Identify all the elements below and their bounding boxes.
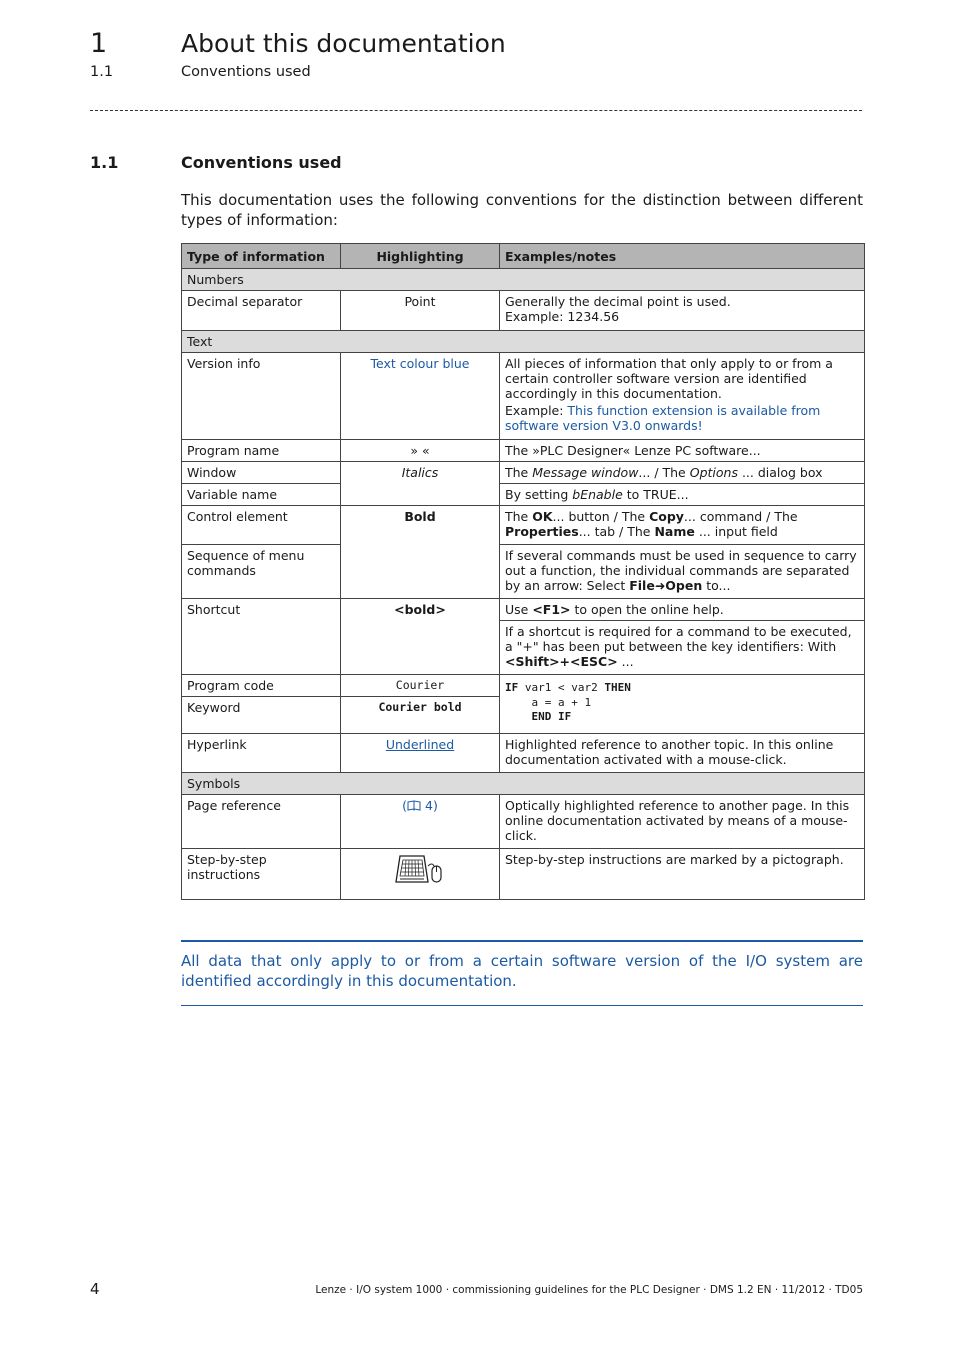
code-keyword: END IF: [505, 710, 572, 723]
table-row: [182, 734, 865, 773]
intro-paragraph: This documentation uses the following conventions for the distinction between different types of information:: [181, 191, 863, 229]
type-cell: Page reference: [182, 795, 341, 849]
note-bold: Open: [665, 578, 703, 593]
note-text: By setting: [505, 487, 573, 502]
code-block: [505, 681, 859, 725]
group-label: Symbols: [182, 773, 865, 795]
highlighting-cell: [341, 734, 500, 773]
note-italic: Options: [689, 465, 738, 480]
type-cell: Decimal separator: [182, 291, 341, 331]
table-header-row: [182, 244, 865, 269]
highlighting-cell: Text colour blue: [341, 353, 500, 440]
type-cell: Window: [182, 462, 341, 484]
note-text: ... / The: [638, 465, 690, 480]
bold-sample: <bold>: [394, 602, 446, 617]
type-cell: Step-by-step instructions: [182, 849, 341, 900]
chapter-number: 1: [90, 28, 108, 59]
table-row: [182, 291, 865, 331]
note-text: If a shortcut is required for a command to be executed, a "+" has been put between the key identifiers: With: [505, 624, 852, 654]
italic-sample: Italics: [401, 465, 439, 480]
note-cell: [500, 506, 865, 545]
code-example-cell: [500, 675, 865, 734]
type-cell: Keyword: [182, 697, 341, 734]
table-row: [182, 506, 865, 545]
hyperlink-sample[interactable]: Underlined: [385, 737, 455, 752]
note-text: If several commands must be used in sequence to carry out a function, the individual commands are separated by an arrow: Select: [505, 548, 857, 593]
chapter-title: About this documentation: [181, 29, 506, 58]
note-bold: Copy: [649, 509, 684, 524]
note-cell: The »PLC Designer« Lenze PC software...: [500, 440, 865, 462]
note-bold: Name: [654, 524, 695, 539]
code-text: var1 < var2: [518, 681, 605, 694]
column-header: Highlighting: [341, 244, 500, 269]
note-cell: Highlighted reference to another topic. In this online documentation activated with a mouse-click.: [500, 734, 865, 773]
note-text: to TRUE...: [622, 487, 689, 502]
note-text: ...: [617, 654, 634, 669]
highlighting-cell: Courier: [341, 675, 500, 697]
note-cell: [500, 545, 865, 599]
header-section-number: 1.1: [90, 64, 114, 80]
table-row: [182, 353, 865, 440]
section-number: 1.1: [90, 153, 119, 172]
page-number: 4: [90, 1280, 100, 1298]
note-text: Generally the decimal point is used.: [505, 294, 731, 309]
footer-text: Lenze · I/O system 1000 · commissioning guidelines for the PLC Designer · DMS 1.2 EN · 11/2012 · TD05: [315, 1284, 863, 1296]
note-example: [505, 403, 859, 436]
conventions-table: [181, 243, 865, 900]
group-label: Numbers: [182, 269, 865, 291]
page-ref-number: 4): [421, 798, 438, 813]
group-row-numbers: [182, 269, 865, 291]
highlighting-cell: [341, 506, 500, 599]
note-text: The: [505, 465, 533, 480]
note-text: The: [505, 509, 533, 524]
table-row: [182, 462, 865, 484]
table-row: [182, 675, 865, 697]
table-row: [182, 545, 865, 599]
header-divider: [90, 110, 862, 111]
type-cell: Variable name: [182, 484, 341, 506]
book-icon: [407, 800, 421, 811]
note-text: Example: 1234.56: [505, 309, 620, 324]
note-text: to...: [702, 578, 731, 593]
note-bold: <F1>: [532, 602, 571, 617]
note-text: ... button / The: [552, 509, 650, 524]
keyboard-mouse-icon: [394, 852, 446, 886]
note-bold: OK: [532, 509, 553, 524]
highlighting-cell: Point: [341, 291, 500, 331]
type-cell: Control element: [182, 506, 341, 545]
highlighting-cell[interactable]: [341, 795, 500, 849]
note-cell: [500, 484, 865, 506]
page-ref-open: (: [402, 798, 408, 813]
note-text: ... dialog box: [737, 465, 823, 480]
note-text: ... command / The: [683, 509, 798, 524]
arrow-icon: ➜: [654, 578, 666, 593]
note-top-rule: [181, 940, 863, 942]
highlighting-cell: Courier bold: [341, 697, 500, 734]
column-header: Examples/notes: [500, 244, 865, 269]
group-label: Text: [182, 331, 865, 353]
note-cell: [500, 599, 865, 621]
note-bold: File: [629, 578, 655, 593]
example-text: This function extension is available from software version V3.0 onwards!: [505, 403, 821, 433]
column-header: Type of information: [182, 244, 341, 269]
table-row: [182, 599, 865, 621]
section-title: Conventions used: [181, 153, 342, 172]
note-cell: [500, 291, 865, 331]
note-bold: Properties: [505, 524, 579, 539]
group-row-text: [182, 331, 865, 353]
highlighting-cell: [341, 462, 500, 506]
highlighting-cell: » «: [341, 440, 500, 462]
note-italic: bEnable: [572, 487, 623, 502]
note-italic: Message window: [532, 465, 639, 480]
type-cell: Hyperlink: [182, 734, 341, 773]
highlighting-cell: [341, 849, 500, 900]
type-cell: Version info: [182, 353, 341, 440]
code-keyword: IF: [505, 681, 519, 694]
note-text: to open the online help.: [570, 602, 724, 617]
code-keyword: THEN: [604, 681, 631, 694]
note-bold: <Shift>+<ESC>: [505, 654, 618, 669]
table-row: [182, 484, 865, 506]
table-row: [182, 795, 865, 849]
table-row: [182, 849, 865, 900]
group-row-symbols: [182, 773, 865, 795]
header-section-title: Conventions used: [181, 64, 311, 80]
example-label: Example:: [505, 403, 568, 418]
type-cell: Program code: [182, 675, 341, 697]
note-cell: [500, 353, 865, 440]
type-cell: Shortcut: [182, 599, 341, 675]
type-cell: Program name: [182, 440, 341, 462]
bold-sample: Bold: [404, 509, 436, 524]
note-cell: [500, 621, 865, 675]
note-cell: [500, 462, 865, 484]
table-row: [182, 440, 865, 462]
note-cell: Step-by-step instructions are marked by a pictograph.: [500, 849, 865, 900]
highlighting-cell: [341, 599, 500, 675]
note-text: Use: [505, 602, 533, 617]
note-text: ... input field: [694, 524, 778, 539]
version-note: All data that only apply to or from a certain software version of the I/O system are identified accordingly in this documentation.: [181, 952, 863, 990]
code-text: a = a + 1: [505, 695, 592, 709]
note-text: All pieces of information that only apply to or from a certain controller software version are identified accordingly in this documentation.: [505, 356, 833, 401]
note-bottom-rule: [181, 1005, 863, 1006]
note-text: ... tab / The: [578, 524, 655, 539]
note-cell: Optically highlighted reference to another page. In this online documentation activated by means of a mouse-click.: [500, 795, 865, 849]
type-cell: Sequence of menu commands: [182, 545, 341, 599]
